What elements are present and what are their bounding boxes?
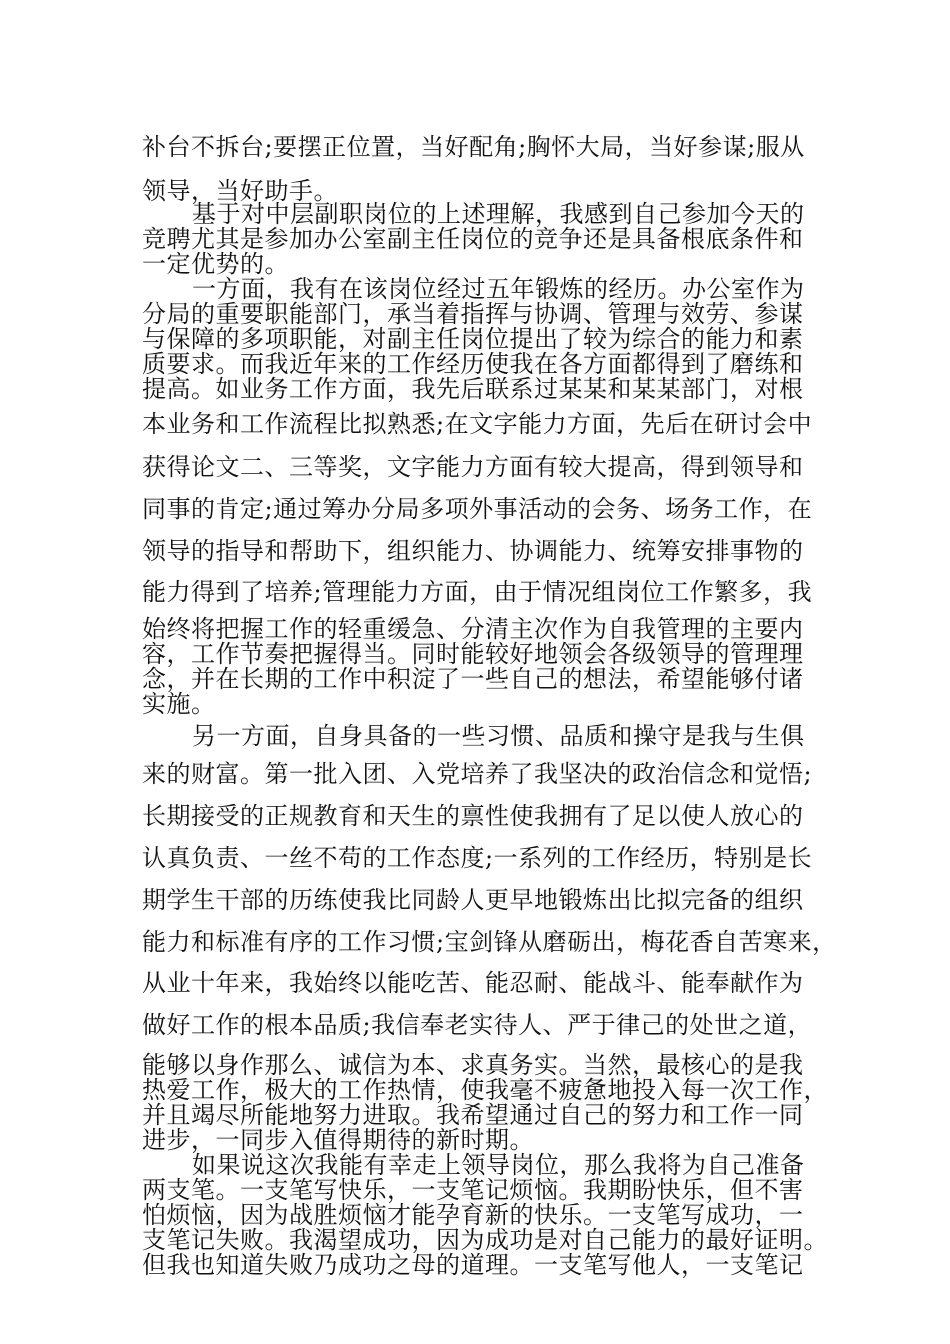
text-line: 从业十年来，我始终以能吃苦、能忍耐、能战斗、能奉献作为 <box>142 969 804 997</box>
text-line: 做好工作的根本品质;我信奉老实待人、严于律己的处世之道， <box>142 1011 813 1039</box>
paragraph-start-line: 基于对中层副职岗位的上述理解，我感到自己参加今天的 <box>192 200 805 228</box>
text-line: 能力得到了培养;管理能力方面，由于情况组岗位工作繁多，我 <box>142 578 813 606</box>
text-line: 能够以身作那么、诚信为本、求真务实。当然，最核心的是我 <box>142 1051 804 1079</box>
text-line: 容，工作节奏把握得当。同时能较好地领会各级领导的管理理 <box>142 640 804 668</box>
text-line: 始终将把握工作的轻重缓急、分清主次作为自我管理的主要内 <box>142 615 804 643</box>
paragraph-start-line: 另一方面，自身具备的一些习惯、品质和操守是我与生俱 <box>192 722 805 750</box>
text-line: 领导，当好助手。 <box>142 177 338 205</box>
text-line: 本业务和工作流程比拟熟悉;在文字能力方面，先后在研讨会中 <box>142 410 813 438</box>
text-line: 竞聘尤其是参加办公室副主任岗位的竞争还是具备根底条件和 <box>142 225 804 253</box>
text-line: 但我也知道失败乃成功之母的道理。一支笔写他人，一支笔记 <box>142 1251 804 1279</box>
text-line: 支笔记失败。我渴望成功，因为成功是对自己能力的最好证明。 <box>142 1226 828 1254</box>
text-line: 怕烦恼，因为战胜烦恼才能孕育新的快乐。一支笔写成功，一 <box>142 1201 804 1229</box>
text-line: 能力和标准有序的工作习惯;宝剑锋从磨砺出，梅花香自苦寒来， <box>142 928 837 956</box>
paragraph-start-line: 一方面，我有在该岗位经过五年锻炼的经历。办公室作为 <box>192 275 805 303</box>
text-line: 长期接受的正规教育和天生的禀性使我拥有了足以使人放心的 <box>142 802 804 830</box>
paragraph-start-line: 如果说这次我能有幸走上领导岗位，那么我将为自己准备 <box>192 1151 805 1179</box>
text-line: 并且竭尽所能地努力进取。我希望通过自己的努力和工作一同 <box>142 1101 804 1129</box>
text-line: 热爱工作，极大的工作热情，使我毫不疲惫地投入每一次工作， <box>142 1076 828 1104</box>
text-line: 补台不拆台;要摆正位置，当好配角;胸怀大局，当好参谋;服从 <box>142 133 805 161</box>
text-line: 两支笔。一支笔写快乐，一支笔记烦恼。我期盼快乐，但不害 <box>142 1176 804 1204</box>
text-line: 领导的指导和帮助下，组织能力、协调能力、统筹安排事物的 <box>142 537 804 565</box>
text-line: 同事的肯定;通过筹办分局多项外事活动的会务、场务工作，在 <box>142 495 813 523</box>
text-line: 提高。如业务工作方面，我先后联系过某某和某某部门，对根 <box>142 375 804 403</box>
text-line: 认真负责、一丝不苟的工作态度;一系列的工作经历，特别是长 <box>142 844 813 872</box>
text-line: 分局的重要职能部门，承当着指挥与协调、管理与效劳、参谋 <box>142 300 804 328</box>
text-line: 质要求。而我近年来的工作经历使我在各方面都得到了磨练和 <box>142 350 804 378</box>
text-line: 与保障的多项职能，对副主任岗位提出了较为综合的能力和素 <box>142 325 804 353</box>
text-line: 实施。 <box>142 690 216 718</box>
text-line: 念，并在长期的工作中积淀了一些自己的想法，希望能够付诸 <box>142 665 804 693</box>
text-line: 获得论文二、三等奖，文字能力方面有较大提高，得到领导和 <box>142 453 804 481</box>
text-line: 来的财富。第一批入团、入党培养了我坚决的政治信念和觉悟; <box>142 760 813 788</box>
text-line: 期学生干部的历练使我比同龄人更早地锻炼出比拟完备的组织 <box>142 886 804 914</box>
text-line: 进步，一同步入值得期待的新时期。 <box>142 1126 534 1154</box>
text-line: 一定优势的。 <box>142 250 289 278</box>
